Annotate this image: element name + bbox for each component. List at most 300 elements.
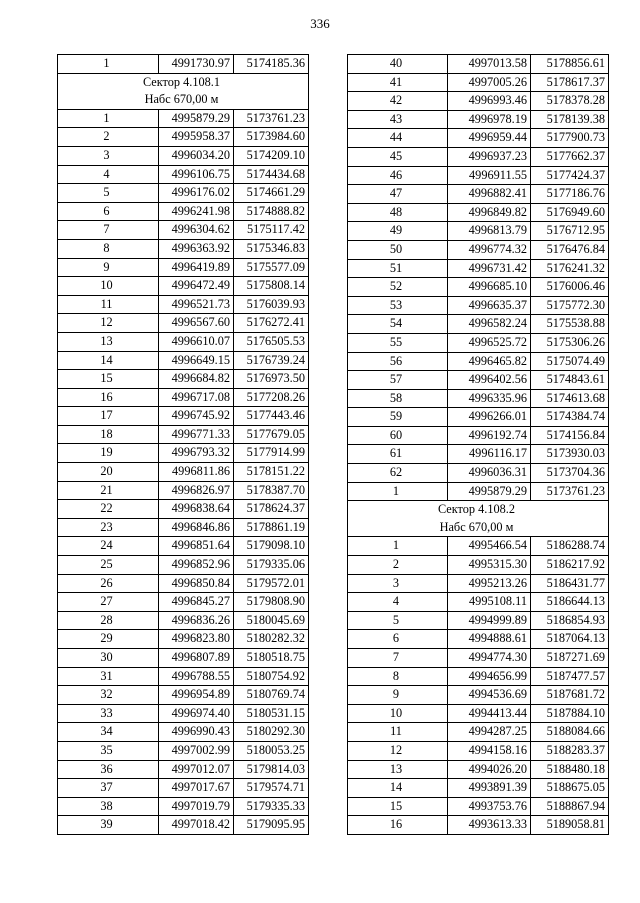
point-number-cell: 59 [348,408,448,427]
y-coordinate-cell: 5187884.10 [531,704,609,723]
table-row [58,500,309,519]
table-row [58,556,309,575]
x-coordinate-cell: 4994536.69 [448,686,531,705]
point-number-cell: 1 [348,482,448,501]
x-coordinate-cell: 4996567.60 [159,314,234,333]
y-coordinate-cell: 5186644.13 [531,593,609,612]
x-coordinate-cell: 4997012.07 [159,760,234,779]
table-row [58,816,309,835]
y-coordinate-cell: 5186217.92 [531,556,609,575]
y-coordinate-cell: 5175538.88 [531,315,609,334]
sector-header [58,73,309,109]
table-row [58,425,309,444]
table-row [348,445,609,464]
y-coordinate-cell: 5178151.22 [234,463,309,482]
point-number-cell: 13 [58,332,159,351]
y-coordinate-cell: 5176039.93 [234,295,309,314]
point-number-cell: 44 [348,129,448,148]
y-coordinate-cell: 5188283.37 [531,741,609,760]
x-coordinate-cell: 4996836.26 [159,611,234,630]
sector-height: Набс 670,00 м [144,92,219,107]
y-coordinate-cell: 5178378.28 [531,92,609,111]
x-coordinate-cell: 4997005.26 [448,73,531,92]
point-number-cell: 49 [348,222,448,241]
y-coordinate-cell: 5187064.13 [531,630,609,649]
point-number-cell: 37 [58,779,159,798]
table-row [58,630,309,649]
x-coordinate-cell: 4996807.89 [159,649,234,668]
table-row [58,258,309,277]
x-coordinate-cell: 4996852.96 [159,556,234,575]
point-number-cell: 35 [58,741,159,760]
point-number-cell: 18 [58,425,159,444]
y-coordinate-cell: 5178387.70 [234,481,309,500]
table-row [348,704,609,723]
x-coordinate-cell: 4996635.37 [448,296,531,315]
x-coordinate-cell: 4996823.80 [159,630,234,649]
table-row [348,649,609,668]
point-number-cell: 11 [58,295,159,314]
x-coordinate-cell: 4996465.82 [448,352,531,371]
y-coordinate-cell: 5177186.76 [531,185,609,204]
y-coordinate-cell: 5188867.94 [531,797,609,816]
y-coordinate-cell: 5180292.30 [234,723,309,742]
y-coordinate-cell: 5178856.61 [531,55,609,74]
x-coordinate-cell: 4996649.15 [159,351,234,370]
table-row [58,667,309,686]
point-number-cell: 41 [348,73,448,92]
point-number-cell: 31 [58,667,159,686]
x-coordinate-cell: 4995108.11 [448,593,531,612]
y-coordinate-cell: 5173704.36 [531,464,609,483]
y-coordinate-cell: 5176241.32 [531,259,609,278]
y-coordinate-cell: 5179098.10 [234,537,309,556]
point-number-cell: 8 [348,667,448,686]
y-coordinate-cell: 5177662.37 [531,147,609,166]
x-coordinate-cell: 4991730.97 [159,55,234,74]
table-row [348,426,609,445]
y-coordinate-cell: 5186288.74 [531,537,609,556]
table-row [348,278,609,297]
y-coordinate-cell: 5180769.74 [234,686,309,705]
x-coordinate-cell: 4996582.24 [448,315,531,334]
point-number-cell: 29 [58,630,159,649]
x-coordinate-cell: 4994774.30 [448,649,531,668]
point-number-cell: 60 [348,426,448,445]
x-coordinate-cell: 4993891.39 [448,779,531,798]
table-row [348,185,609,204]
table-row [348,92,609,111]
point-number-cell: 5 [58,184,159,203]
table-row [348,296,609,315]
y-coordinate-cell: 5174209.10 [234,146,309,165]
sector-height: Набс 670,00 м [439,519,514,534]
x-coordinate-cell: 4996813.79 [448,222,531,241]
x-coordinate-cell: 4996978.19 [448,110,531,129]
x-coordinate-cell: 4996811.86 [159,463,234,482]
table-row [348,352,609,371]
table-row [58,109,309,128]
point-number-cell: 39 [58,816,159,835]
point-number-cell: 62 [348,464,448,483]
table-row [58,593,309,612]
point-number-cell: 54 [348,315,448,334]
point-number-cell: 42 [348,92,448,111]
x-coordinate-cell: 4997017.67 [159,779,234,798]
point-number-cell: 14 [348,779,448,798]
y-coordinate-cell: 5176505.53 [234,332,309,351]
y-coordinate-cell: 5176272.41 [234,314,309,333]
point-number-cell: 15 [58,370,159,389]
x-coordinate-cell: 4996192.74 [448,426,531,445]
x-coordinate-cell: 4996106.75 [159,165,234,184]
y-coordinate-cell: 5176006.46 [531,278,609,297]
point-number-cell: 61 [348,445,448,464]
x-coordinate-cell: 4996937.23 [448,147,531,166]
table-row [348,741,609,760]
sector-title: Сектор 4.108.1 [142,74,221,89]
y-coordinate-cell: 5174843.61 [531,371,609,390]
x-coordinate-cell: 4996850.84 [159,574,234,593]
x-coordinate-cell: 4994999.89 [448,611,531,630]
x-coordinate-cell: 4997018.42 [159,816,234,835]
y-coordinate-cell: 5175772.30 [531,296,609,315]
x-coordinate-cell: 4994656.99 [448,667,531,686]
y-coordinate-cell: 5188675.05 [531,779,609,798]
y-coordinate-cell: 5176973.50 [234,370,309,389]
table-row [58,332,309,351]
y-coordinate-cell: 5186431.77 [531,574,609,593]
x-coordinate-cell: 4996241.98 [159,202,234,221]
point-number-cell: 16 [58,388,159,407]
point-number-cell: 21 [58,481,159,500]
table-row [58,55,309,74]
table-row [58,686,309,705]
x-coordinate-cell: 4996266.01 [448,408,531,427]
y-coordinate-cell: 5174384.74 [531,408,609,427]
table-row [58,704,309,723]
x-coordinate-cell: 4996838.64 [159,500,234,519]
point-number-cell: 6 [348,630,448,649]
x-coordinate-cell: 4996745.92 [159,407,234,426]
table-row [348,593,609,612]
x-coordinate-cell: 4996959.44 [448,129,531,148]
point-number-cell: 51 [348,259,448,278]
x-coordinate-cell: 4996472.49 [159,277,234,296]
x-coordinate-cell: 4993613.33 [448,816,531,835]
table-row [58,370,309,389]
point-number-cell: 9 [348,686,448,705]
y-coordinate-cell: 5173761.23 [234,109,309,128]
point-number-cell: 24 [58,537,159,556]
point-number-cell: 58 [348,389,448,408]
table-row [58,202,309,221]
point-number-cell: 36 [58,760,159,779]
x-coordinate-cell: 4994026.20 [448,760,531,779]
y-coordinate-cell: 5174661.29 [234,184,309,203]
y-coordinate-cell: 5180053.25 [234,741,309,760]
point-number-cell: 30 [58,649,159,668]
x-coordinate-cell: 4996845.27 [159,593,234,612]
x-coordinate-cell: 4997013.58 [448,55,531,74]
y-coordinate-cell: 5175346.83 [234,239,309,258]
page-number: 336 [310,16,330,31]
x-coordinate-cell: 4996335.96 [448,389,531,408]
point-number-cell: 27 [58,593,159,612]
table-row [348,537,609,556]
y-coordinate-cell: 5177424.37 [531,166,609,185]
point-number-cell: 3 [348,574,448,593]
point-number-cell: 38 [58,797,159,816]
y-coordinate-cell: 5179095.95 [234,816,309,835]
y-coordinate-cell: 5174434.68 [234,165,309,184]
x-coordinate-cell: 4996610.07 [159,332,234,351]
table-row [58,649,309,668]
point-number-cell: 46 [348,166,448,185]
table-row [348,203,609,222]
x-coordinate-cell: 4995958.37 [159,128,234,147]
y-coordinate-cell: 5188084.66 [531,723,609,742]
y-coordinate-cell: 5177900.73 [531,129,609,148]
table-row [348,464,609,483]
table-row [348,222,609,241]
table-row [348,55,609,74]
table-row [348,110,609,129]
table-row [58,481,309,500]
point-number-cell: 5 [348,611,448,630]
table-row [348,556,609,575]
x-coordinate-cell: 4996176.02 [159,184,234,203]
x-coordinate-cell: 4993753.76 [448,797,531,816]
point-number-cell: 17 [58,407,159,426]
point-number-cell: 3 [58,146,159,165]
y-coordinate-cell: 5177443.46 [234,407,309,426]
point-number-cell: 2 [348,556,448,575]
point-number-cell: 52 [348,278,448,297]
x-coordinate-cell: 4995879.29 [448,482,531,501]
point-number-cell: 26 [58,574,159,593]
point-number-cell: 15 [348,797,448,816]
y-coordinate-cell: 5173930.03 [531,445,609,464]
point-number-cell: 10 [58,277,159,296]
x-coordinate-cell: 4996771.33 [159,425,234,444]
sector-header-row [348,501,609,537]
table-row [58,463,309,482]
point-number-cell: 34 [58,723,159,742]
x-coordinate-cell: 4996882.41 [448,185,531,204]
table-row [348,779,609,798]
table-row [348,333,609,352]
x-coordinate-cell: 4996954.89 [159,686,234,705]
point-number-cell: 10 [348,704,448,723]
x-coordinate-cell: 4996116.17 [448,445,531,464]
point-number-cell: 45 [348,147,448,166]
x-coordinate-cell: 4996363.92 [159,239,234,258]
y-coordinate-cell: 5174156.84 [531,426,609,445]
x-coordinate-cell: 4996525.72 [448,333,531,352]
point-number-cell: 14 [58,351,159,370]
y-coordinate-cell: 5174888.82 [234,202,309,221]
y-coordinate-cell: 5174185.36 [234,55,309,74]
x-coordinate-cell: 4996974.40 [159,704,234,723]
table-row [348,147,609,166]
x-coordinate-cell: 4994413.44 [448,704,531,723]
point-number-cell: 23 [58,518,159,537]
table-row [58,797,309,816]
point-number-cell: 33 [58,704,159,723]
point-number-cell: 48 [348,203,448,222]
y-coordinate-cell: 5187271.69 [531,649,609,668]
table-row [348,73,609,92]
y-coordinate-cell: 5177914.99 [234,444,309,463]
y-coordinate-cell: 5179335.06 [234,556,309,575]
point-number-cell: 2 [58,128,159,147]
table-row [348,259,609,278]
table-row [58,741,309,760]
table-row [58,146,309,165]
table-row [348,686,609,705]
table-row [58,611,309,630]
table-row [58,779,309,798]
x-coordinate-cell: 4996036.31 [448,464,531,483]
y-coordinate-cell: 5179572.01 [234,574,309,593]
x-coordinate-cell: 4996402.56 [448,371,531,390]
point-number-cell: 13 [348,760,448,779]
y-coordinate-cell: 5176739.24 [234,351,309,370]
table-row [348,667,609,686]
point-number-cell: 7 [58,221,159,240]
point-number-cell: 8 [58,239,159,258]
x-coordinate-cell: 4995879.29 [159,109,234,128]
y-coordinate-cell: 5177679.05 [234,425,309,444]
x-coordinate-cell: 4996685.10 [448,278,531,297]
sector-title: Сектор 4.108.2 [437,502,516,517]
x-coordinate-cell: 4996911.55 [448,166,531,185]
y-coordinate-cell: 5177208.26 [234,388,309,407]
y-coordinate-cell: 5175808.14 [234,277,309,296]
point-number-cell: 32 [58,686,159,705]
x-coordinate-cell: 4996826.97 [159,481,234,500]
x-coordinate-cell: 4996851.64 [159,537,234,556]
point-number-cell: 55 [348,333,448,352]
table-row [348,166,609,185]
x-coordinate-cell: 4996034.20 [159,146,234,165]
y-coordinate-cell: 5179574.71 [234,779,309,798]
x-coordinate-cell: 4996793.32 [159,444,234,463]
table-row [58,351,309,370]
table-row [58,407,309,426]
x-coordinate-cell: 4994888.61 [448,630,531,649]
table-row [348,760,609,779]
point-number-cell: 22 [58,500,159,519]
point-number-cell: 56 [348,352,448,371]
y-coordinate-cell: 5175117.42 [234,221,309,240]
y-coordinate-cell: 5179335.33 [234,797,309,816]
y-coordinate-cell: 5179814.03 [234,760,309,779]
table-row [348,129,609,148]
table-row [58,537,309,556]
y-coordinate-cell: 5179808.90 [234,593,309,612]
point-number-cell: 53 [348,296,448,315]
point-number-cell: 47 [348,185,448,204]
table-row [348,482,609,501]
x-coordinate-cell: 4996717.08 [159,388,234,407]
y-coordinate-cell: 5175577.09 [234,258,309,277]
y-coordinate-cell: 5178617.37 [531,73,609,92]
table-row [58,723,309,742]
x-coordinate-cell: 4996849.82 [448,203,531,222]
table-row [58,574,309,593]
table-row [348,797,609,816]
point-number-cell: 4 [348,593,448,612]
point-number-cell: 11 [348,723,448,742]
x-coordinate-cell: 4996774.32 [448,240,531,259]
y-coordinate-cell: 5175074.49 [531,352,609,371]
table-row [58,128,309,147]
x-coordinate-cell: 4995466.54 [448,537,531,556]
x-coordinate-cell: 4996521.73 [159,295,234,314]
table-row [58,184,309,203]
y-coordinate-cell: 5189058.81 [531,816,609,835]
table-row [348,371,609,390]
point-number-cell: 1 [58,55,159,74]
table-row [58,314,309,333]
x-coordinate-cell: 4996731.42 [448,259,531,278]
y-coordinate-cell: 5186854.93 [531,611,609,630]
y-coordinate-cell: 5187681.72 [531,686,609,705]
y-coordinate-cell: 5180282.32 [234,630,309,649]
y-coordinate-cell: 5188480.18 [531,760,609,779]
x-coordinate-cell: 4995213.26 [448,574,531,593]
coordinates-table-right [347,54,609,835]
point-number-cell: 9 [58,258,159,277]
point-number-cell: 25 [58,556,159,575]
y-coordinate-cell: 5178139.38 [531,110,609,129]
x-coordinate-cell: 4997019.79 [159,797,234,816]
y-coordinate-cell: 5187477.57 [531,667,609,686]
x-coordinate-cell: 4996788.55 [159,667,234,686]
table-row [58,239,309,258]
point-number-cell: 43 [348,110,448,129]
x-coordinate-cell: 4996993.46 [448,92,531,111]
point-number-cell: 4 [58,165,159,184]
table-row [348,574,609,593]
y-coordinate-cell: 5176949.60 [531,203,609,222]
y-coordinate-cell: 5173984.60 [234,128,309,147]
y-coordinate-cell: 5180045.69 [234,611,309,630]
x-coordinate-cell: 4994158.16 [448,741,531,760]
y-coordinate-cell: 5180518.75 [234,649,309,668]
sector-header [348,501,609,537]
y-coordinate-cell: 5173761.23 [531,482,609,501]
point-number-cell: 50 [348,240,448,259]
table-row [348,240,609,259]
point-number-cell: 28 [58,611,159,630]
y-coordinate-cell: 5175306.26 [531,333,609,352]
table-row [348,315,609,334]
table-row [58,760,309,779]
x-coordinate-cell: 4996419.89 [159,258,234,277]
table-row [348,389,609,408]
point-number-cell: 1 [58,109,159,128]
y-coordinate-cell: 5176712.95 [531,222,609,241]
table-row [348,611,609,630]
table-row [58,165,309,184]
point-number-cell: 40 [348,55,448,74]
table-row [58,518,309,537]
x-coordinate-cell: 4994287.25 [448,723,531,742]
y-coordinate-cell: 5178624.37 [234,500,309,519]
